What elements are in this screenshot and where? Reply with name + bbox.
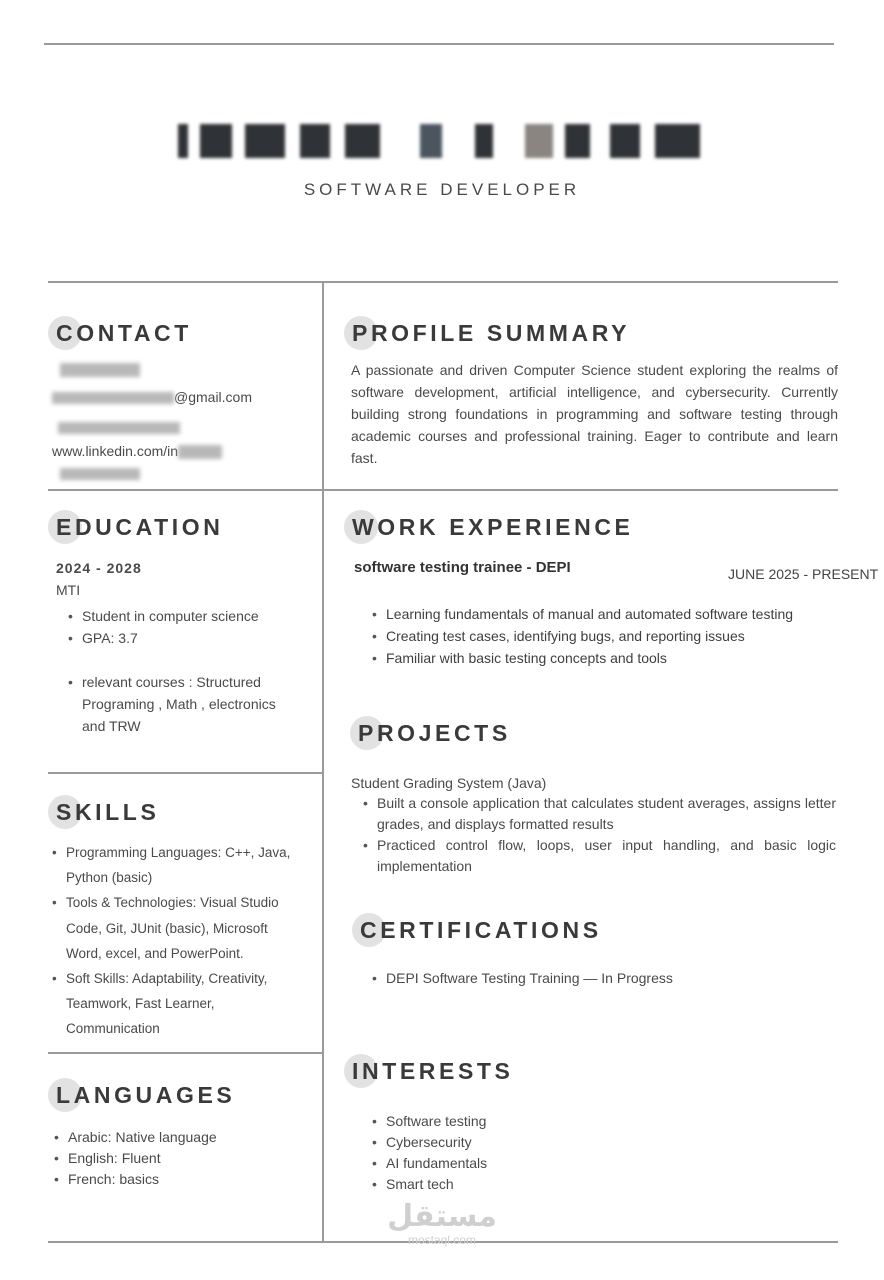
list-item: • Creating test cases, identifying bugs, and reporting issues xyxy=(368,625,843,647)
work-date: JUNE 2025 - PRESENT xyxy=(728,566,879,582)
work-heading: WORK EXPERIENCE xyxy=(344,510,625,544)
list-item: • Smart tech xyxy=(368,1174,668,1195)
education-school: MTI xyxy=(56,582,81,598)
list-item: • Familiar with basic testing concepts and tools xyxy=(368,647,843,669)
work-list xyxy=(368,603,843,669)
list-item: • Built a console application that calculates student averages, assigns letter grades, and displays formatted results xyxy=(359,793,836,834)
education-divider xyxy=(48,772,323,774)
list-item: • relevant courses : Structured Programing , Math , electronics and TRW xyxy=(64,671,294,737)
education-list xyxy=(64,605,314,649)
job-title: SOFTWARE DEVELOPER xyxy=(303,180,581,199)
list-item: • DEPI Software Testing Training — In Progress xyxy=(368,967,838,989)
project-list xyxy=(359,793,836,876)
languages-list xyxy=(50,1127,310,1190)
list-item: • Tools & Technologies: Visual Studio Code, Git, JUnit (basic), Microsoft Word, excel, and PowerPoint. xyxy=(48,890,298,966)
contact-other-redacted xyxy=(60,462,140,484)
list-item: • Cybersecurity xyxy=(368,1132,668,1153)
profile-heading: PROFILE SUMMARY xyxy=(344,316,622,350)
interests-list xyxy=(368,1111,668,1195)
education-courses xyxy=(64,671,294,737)
work-role: software testing trainee - DEPI xyxy=(354,559,571,576)
contact-heading: CONTACT xyxy=(48,316,184,350)
contact-address-redacted xyxy=(58,416,180,438)
languages-heading: LANGUAGES xyxy=(48,1078,227,1112)
mostaql-watermark xyxy=(386,1200,498,1246)
header-rule xyxy=(48,281,838,283)
certifications-list xyxy=(368,967,838,989)
projects-heading: PROJECTS xyxy=(350,716,503,750)
list-item: • Student in computer science xyxy=(64,605,314,627)
list-item: • French: basics xyxy=(50,1169,310,1190)
list-item: • GPA: 3.7 xyxy=(64,627,314,649)
profile-summary-text: A passionate and driven Computer Science student exploring the realms of software development, artificial intelligence, and cybersecurity. Currently building strong foundations in programming and software testing through academic courses and professional training. Eager to contribute and learn fast. xyxy=(351,362,838,466)
skills-divider xyxy=(48,1052,323,1054)
list-item: • Software testing xyxy=(368,1111,668,1132)
list-item: • Arabic: Native language xyxy=(50,1127,310,1148)
project-name: Student Grading System (Java) xyxy=(351,775,547,791)
contact-linkedin[interactable]: www.linkedin.com/in xyxy=(52,440,222,462)
skills-heading: SKILLS xyxy=(48,795,151,829)
list-item: • Practiced control flow, loops, user input handling, and basic logic implementation xyxy=(359,835,836,876)
contact-divider xyxy=(48,489,838,491)
watermark-latin: mostaql.com xyxy=(407,1233,477,1247)
list-item: • Programming Languages: C++, Java, Python (basic) xyxy=(48,840,298,890)
education-heading: EDUCATION xyxy=(48,510,215,544)
top-rule xyxy=(44,43,834,45)
education-years: 2024 - 2028 xyxy=(56,560,142,576)
certifications-heading: CERTIFICATIONS xyxy=(352,913,594,947)
skills-list xyxy=(48,840,298,1042)
interests-heading: INTERESTS xyxy=(344,1054,505,1088)
contact-phone-redacted xyxy=(60,358,140,380)
watermark-arabic: مستقل xyxy=(387,1199,497,1234)
contact-email: @gmail.com xyxy=(52,386,252,408)
column-divider xyxy=(322,283,324,1243)
list-item: • AI fundamentals xyxy=(368,1153,668,1174)
candidate-name-redacted xyxy=(170,118,715,164)
list-item: • Soft Skills: Adaptability, Creativity, Teamwork, Fast Learner, Communication xyxy=(48,966,298,1042)
list-item: • Learning fundamentals of manual and automated software testing xyxy=(368,603,843,625)
list-item: • English: Fluent xyxy=(50,1148,310,1169)
